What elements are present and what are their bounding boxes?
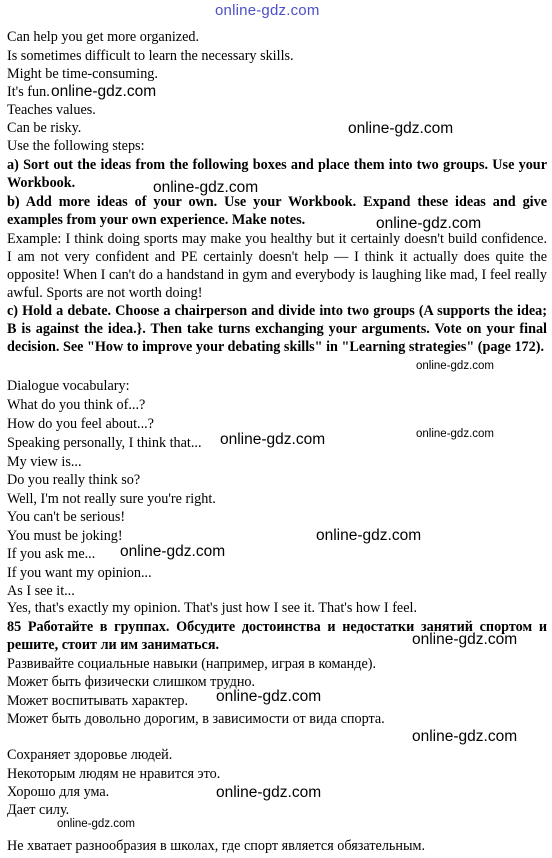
watermark: online-gdz.com <box>57 818 135 830</box>
phrase-11: As I see it... <box>7 583 75 599</box>
idea-line-3: Might be time-consuming. <box>7 66 158 82</box>
idea-line-4: It's fun. <box>7 84 50 100</box>
task-b: b) Add more ideas of your own. Use your Workbook. Expand these ideas and give examples from your own experience. Make notes. <box>7 194 547 228</box>
watermark: online-gdz.com <box>416 360 494 372</box>
idea-line-2: Is sometimes difficult to learn the necessary skills. <box>7 48 294 64</box>
watermark: online-gdz.com <box>412 728 518 745</box>
watermark: online-gdz.com <box>412 631 518 648</box>
ru-line-3: Может воспитывать характер. <box>7 693 189 709</box>
phrase-6: Well, I'm not really sure you're right. <box>7 491 216 507</box>
steps-intro: Use the following steps: <box>7 138 145 154</box>
watermark: online-gdz.com <box>416 428 494 440</box>
phrase-2: How do you feel about...? <box>7 416 154 432</box>
ru-line-4: Может быть довольно дорогим, в зависимости от вида спорта. <box>7 711 385 727</box>
watermark: online-gdz.com <box>348 120 454 137</box>
phrase-10: If you want my opinion... <box>7 565 152 581</box>
phrase-5: Do you really think so? <box>7 472 141 488</box>
phrase-4: My view is... <box>7 454 82 470</box>
task-a: a) Sort out the ideas from the following boxes and place them into two groups. Use your Workbook. <box>7 157 547 191</box>
phrase-7: You can't be serious! <box>7 509 126 525</box>
phrase-12: Yes, that's exactly my opinion. That's just how I see it. That's how I feel. <box>7 600 417 616</box>
ru-line-8: Дает силу. <box>7 802 70 818</box>
watermark: online-gdz.com <box>120 543 226 560</box>
phrase-9: If you ask me... <box>7 546 96 562</box>
dialogue-vocabulary-title: Dialogue vocabulary: <box>7 378 130 394</box>
phrase-1: What do you think of...? <box>7 397 146 413</box>
ru-line-5: Сохраняет здоровье людей. <box>7 747 173 763</box>
phrase-8: You must be joking! <box>7 528 123 544</box>
watermark: online-gdz.com <box>220 431 326 448</box>
watermark: online-gdz.com <box>51 83 157 100</box>
phrase-3: Speaking personally, I think that... <box>7 435 202 451</box>
watermark: online-gdz.com <box>153 179 259 196</box>
ru-line-2: Может быть физически слишком трудно. <box>7 674 256 690</box>
ru-line-6: Некоторым людям не нравится это. <box>7 766 221 782</box>
ru-line-1: Развивайте социальные навыки (например, играя в команде). <box>7 656 377 672</box>
watermark-top: online-gdz.com <box>215 2 320 19</box>
watermark: online-gdz.com <box>216 688 322 705</box>
ru-line-9: Не хватает разнообразия в школах, где спорт является обязательным. <box>7 838 426 854</box>
idea-line-1: Can help you get more organized. <box>7 29 200 45</box>
watermark: online-gdz.com <box>316 527 422 544</box>
example-paragraph: Example: I think doing sports may make you healthy but it certainly doesn't build confidence. I am not very confident and PE certainly doesn't help — I think it actually does quite the opposite! When I can't do a handstand in gym and everybody is laughing like mad, I feel really awful. Sports are not worth doing! <box>7 231 547 301</box>
task-c: c) Hold a debate. Choose a chairperson and divide into two groups (A supports the idea; B is against the idea.}. Then take turns exchanging your arguments. Vote on your final decision. See "How to improve your debating skills" in "Learning strategies" (page 172). <box>7 303 547 355</box>
ru-line-7: Хорошо для ума. <box>7 784 110 800</box>
watermark: online-gdz.com <box>376 215 482 232</box>
watermark: online-gdz.com <box>216 784 322 801</box>
task-85: 85 Работайте в группах. Обсудите достоинства и недостатки занятий спортом и решите, стоит ли им заниматься. <box>7 619 547 653</box>
idea-line-6: Can be risky. <box>7 120 82 136</box>
idea-line-5: Teaches values. <box>7 102 96 118</box>
